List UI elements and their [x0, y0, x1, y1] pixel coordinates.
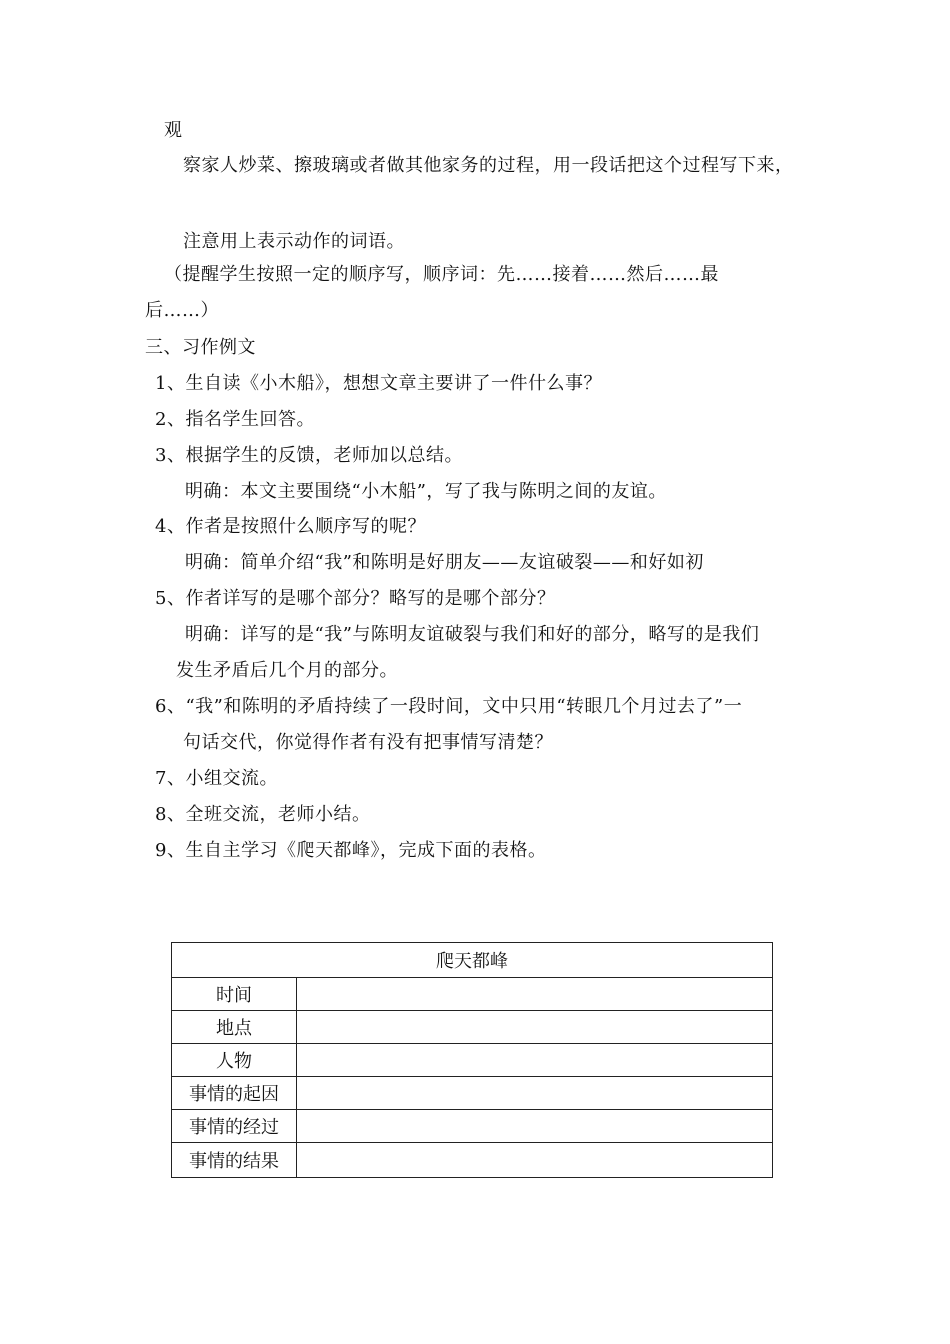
paragraph-line: 观 [164, 120, 183, 141]
list-item: 7、小组交流。 [155, 768, 278, 789]
answer-line: 发生矛盾后几个月的部分。 [176, 660, 398, 681]
answer-cell-process[interactable] [297, 1110, 772, 1142]
row-label-place: 地点 [172, 1011, 297, 1043]
answer-cell-place[interactable] [297, 1011, 772, 1043]
table-title: 爬天都峰 [172, 943, 772, 978]
table-row [172, 1143, 772, 1177]
table-row [172, 1011, 772, 1044]
answer-cell-people[interactable] [297, 1044, 772, 1076]
list-item: 3、根据学生的反馈，老师加以总结。 [155, 445, 463, 466]
answer-cell-cause[interactable] [297, 1077, 772, 1109]
list-item: 2、指名学生回答。 [155, 409, 315, 430]
table-row [172, 1044, 772, 1077]
table-row [172, 978, 772, 1011]
answer-cell-time[interactable] [297, 978, 772, 1010]
list-item: 6、“我”和陈明的矛盾持续了一段时间，文中只用“转眼几个月过去了”一 [155, 696, 743, 717]
table-row [172, 1110, 772, 1143]
row-label-process: 事情的经过 [172, 1110, 297, 1142]
row-label-cause: 事情的起因 [172, 1077, 297, 1109]
section-heading: 三、习作例文 [145, 337, 256, 358]
row-label-time: 时间 [172, 978, 297, 1010]
row-label-result: 事情的结果 [172, 1143, 297, 1177]
list-item: 1、生自读《小木船》，想想文章主要讲了一件什么事？ [155, 373, 602, 394]
answer-cell-result[interactable] [297, 1143, 772, 1177]
paragraph-line: 后……） [145, 300, 219, 321]
paragraph-line: 注意用上表示动作的词语。 [183, 231, 405, 252]
list-item: 8、全班交流，老师小结。 [155, 804, 371, 825]
list-item: 4、作者是按照什么顺序写的呢？ [155, 516, 426, 537]
paragraph-line: （提醒学生按照一定的顺序写，顺序词：先……接着……然后……最 [164, 264, 719, 285]
list-item: 5、作者详写的是哪个部分？略写的是哪个部分？ [155, 588, 556, 609]
list-item: 9、生自主学习《爬天都峰》，完成下面的表格。 [155, 840, 547, 861]
answer-line: 明确：本文主要围绕“小木船”，写了我与陈明之间的友谊。 [185, 481, 667, 502]
list-item-continuation: 句话交代，你觉得作者有没有把事情写清楚？ [183, 732, 553, 753]
answer-line: 明确：详写的是“我”与陈明友谊破裂与我们和好的部分，略写的是我们 [185, 624, 760, 645]
row-label-people: 人物 [172, 1044, 297, 1076]
answer-line: 明确：简单介绍“我”和陈明是好朋友——友谊破裂——和好如初 [185, 552, 704, 573]
paragraph-line: 察家人炒菜、擦玻璃或者做其他家务的过程，用一段话把这个过程写下来， [183, 155, 794, 176]
worksheet-table [171, 942, 773, 1178]
table-row [172, 1077, 772, 1110]
